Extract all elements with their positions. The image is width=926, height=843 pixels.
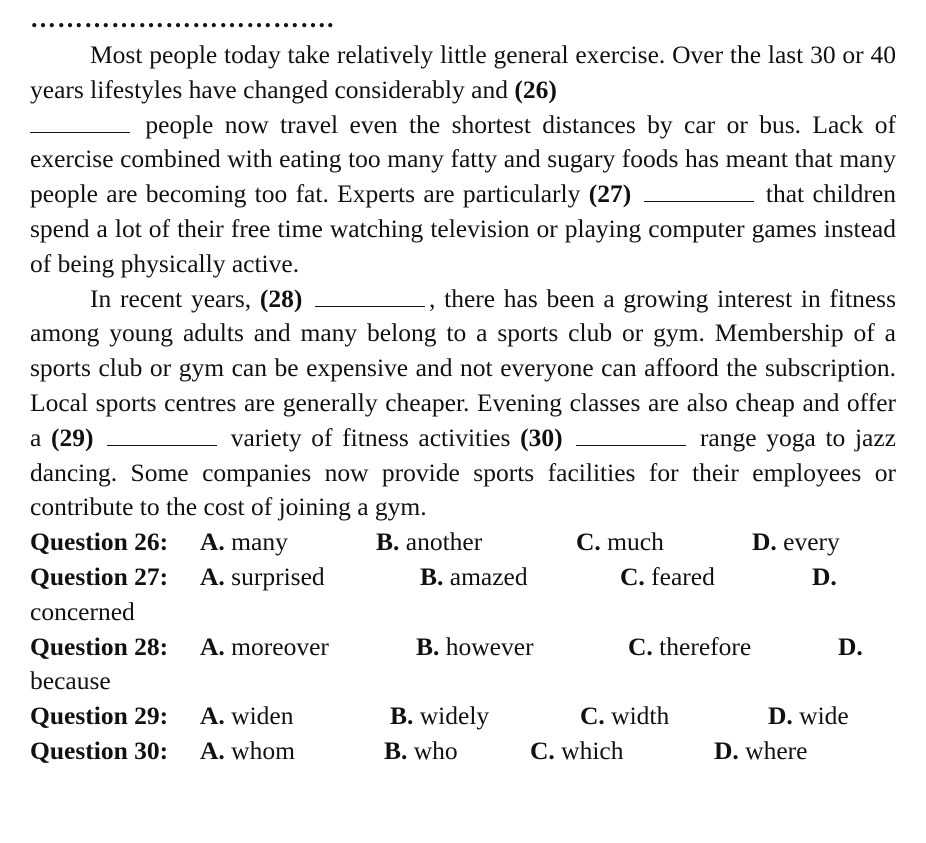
q29-option-c[interactable]: C. width [580,701,670,731]
q27-option-c[interactable]: C. feared [620,561,715,591]
question-28-label: Question 28: [30,631,169,661]
p2-text-1: In recent years, [90,283,260,313]
q28-option-b[interactable]: B. however [416,631,534,661]
q28-option-a[interactable]: A. moreover [200,631,329,661]
q30-option-c[interactable]: C. which [530,735,624,765]
blank-28[interactable] [315,284,425,307]
q26-option-b[interactable]: B. another [376,527,483,557]
q29-option-b[interactable]: B. widely [390,701,490,731]
q28-option-d[interactable]: D. [838,631,863,661]
blank-26[interactable] [30,110,130,133]
blank-27[interactable] [644,179,754,202]
blank-30[interactable] [576,423,686,446]
p2-text-2: , there has been a growing interest in fitness among young adults and many belong to a sports club or gym. Membership of a sports club or gym can be expensive and not everyone can affoord the subscription. Local sports centres are generally cheaper. Evening classes are also cheap and offer a [30,283,896,452]
reading-document [30,38,896,769]
q29-option-d[interactable]: D. wide [768,701,849,731]
header-dots: ……………………………. [30,4,335,33]
question-26 [30,525,896,560]
question-list [30,525,896,769]
question-30-label: Question 30: [30,735,169,765]
gap-number-28: (28) [259,283,303,313]
q27-option-a[interactable]: A. surprised [200,561,325,591]
p2-text-3: variety of fitness activities [221,422,521,452]
question-28 [30,630,896,700]
q30-option-d[interactable]: D. where [714,735,808,765]
gap-number-27: (27) [588,179,632,209]
q26-option-a[interactable]: A. many [200,527,288,557]
q28-option-d-text: because [30,666,111,696]
q27-option-d-text: concerned [30,596,135,626]
p2-text-4: range yoga to jazz dancing. Some companies now provide sports facilities for their employees or contribute to the cost of joining a gym. [30,422,897,522]
paragraph-1 [30,38,896,282]
gap-number-26: (26) [514,74,557,104]
question-27 [30,560,896,630]
p1-text-3: that children spend a lot of their free time watching television or playing computer games instead of being physically active. [30,179,896,278]
question-27-label: Question 27: [30,561,169,591]
p1-text-1: Most people today take relatively little general exercise. Over the last 30 or 40 years lifestyles have changed considerably and [30,40,896,104]
p1-text-2: people now travel even the shortest distances by car or bus. Lack of exercise combined with eating too many fatty and sugary foods has meant that many people are becoming too fat. Experts are particularly [30,109,896,209]
blank-29[interactable] [107,423,217,446]
gap-number-29: (29) [50,422,94,452]
question-29 [30,699,896,734]
question-26-label: Question 26: [30,527,169,557]
question-29-label: Question 29: [30,701,169,731]
q29-option-a[interactable]: A. widen [200,701,294,731]
q30-option-a[interactable]: A. whom [200,735,295,765]
q27-option-b[interactable]: B. amazed [420,561,528,591]
question-30 [30,734,896,769]
q26-option-d[interactable]: D. every [752,527,840,557]
paragraph-2 [30,282,896,526]
q26-option-c[interactable]: C. much [576,527,664,557]
q30-option-b[interactable]: B. who [384,735,458,765]
gap-number-30: (30) [520,422,563,452]
q28-option-c[interactable]: C. therefore [628,631,752,661]
q27-option-d[interactable]: D. [812,561,837,591]
